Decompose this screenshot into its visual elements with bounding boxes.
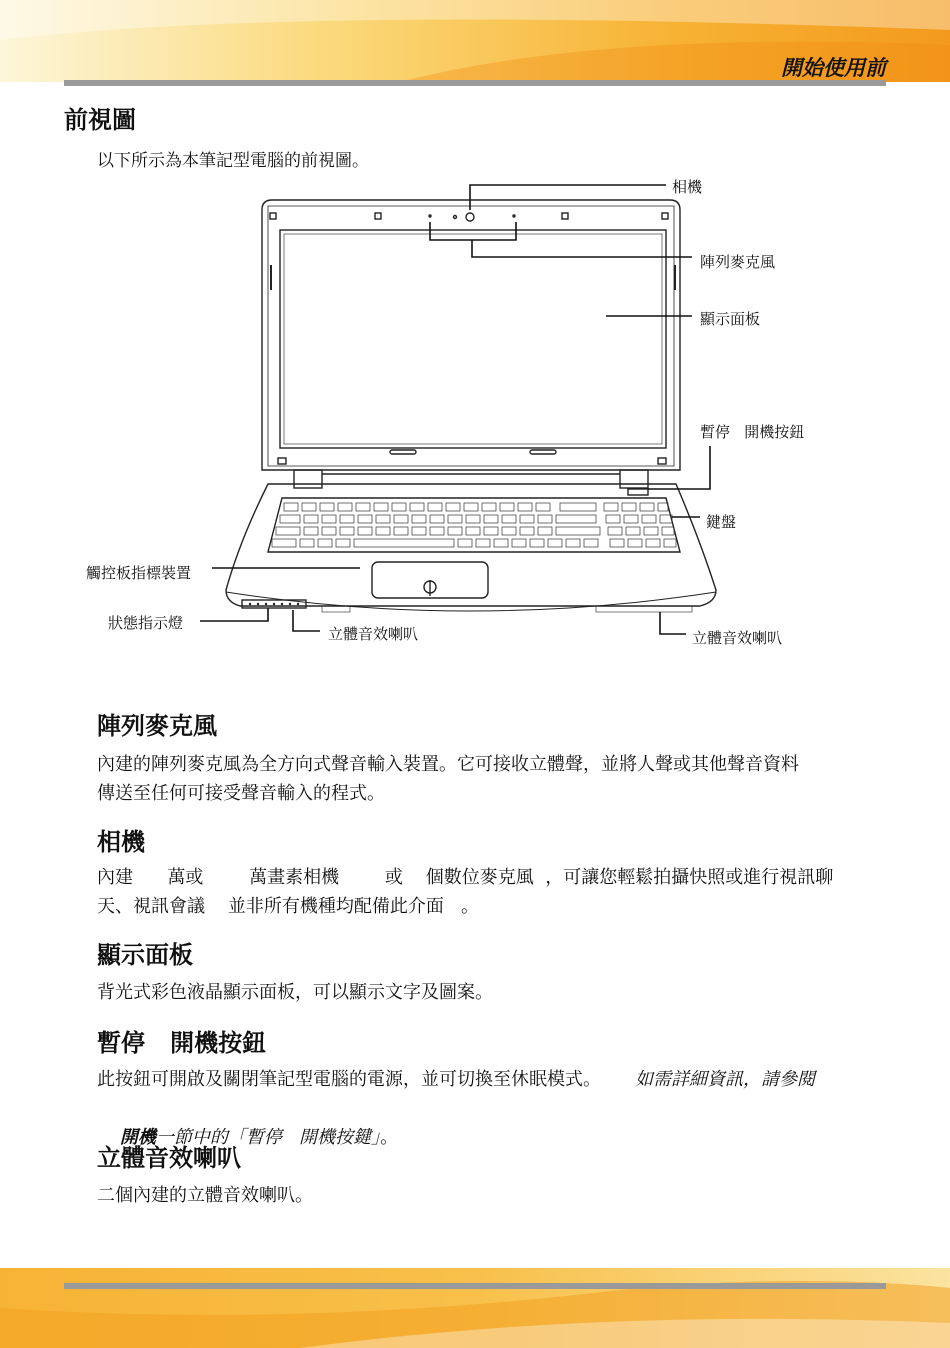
heading-power-button: 暫停 開機按鈕: [97, 1029, 267, 1057]
camera-line-2: 天、視訊會議 並非所有機種均配備此介面 。: [97, 896, 480, 917]
footer-rule: [64, 1283, 886, 1289]
callout-camera: 相機: [672, 178, 703, 196]
camera-text: [97, 863, 887, 921]
callout-display: 顯示面板: [700, 310, 761, 328]
heading-speakers: 立體音效喇叭: [97, 1144, 241, 1172]
power-line-1-text: 此按鈕可開啟及關閉筆記型電腦的電源，並可切換至休眠模式。: [97, 1069, 601, 1090]
page-title: 前視圖: [64, 106, 136, 134]
display-line-1: 背光式彩色液晶顯示面板，可以顯示文字及圖案。: [97, 982, 493, 1003]
callout-keyboard: 鍵盤: [706, 513, 737, 531]
header-title: 開始使用前: [781, 56, 886, 80]
callout-touchpad: 觸控板指標裝置: [86, 564, 192, 582]
camera-line-1: 內建 萬或 萬畫素相機 或 個數位麥克風 ，可讓您輕鬆拍攝快照或進行視訊聊: [97, 867, 834, 888]
mic-array-line-2: 傳送至任何可接受聲音輸入的程式。: [97, 783, 385, 804]
heading-display: 顯示面板: [97, 941, 193, 969]
callout-speaker-left: 立體音效喇叭: [328, 625, 419, 643]
heading-camera: 相機: [97, 828, 145, 856]
power-link-startup[interactable]: 開機: [119, 1127, 156, 1148]
speakers-text: [97, 1181, 887, 1210]
callout-status-lights: 狀態指示燈: [108, 614, 184, 632]
bottom-banner: [0, 1268, 950, 1348]
power-line-1: [97, 1065, 887, 1094]
callout-speaker-right: 立體音效喇叭: [692, 629, 783, 647]
mic-array-line-1: 內建的陣列麥克風為全方向式聲音輸入裝置。它可接收立體聲，並將人聲或其他聲音資料: [97, 754, 799, 775]
power-line-2-end: 。: [380, 1127, 399, 1148]
speakers-line-1: 二個內建的立體音效喇叭。: [97, 1185, 313, 1206]
heading-mic-array: 陣列麥克風: [97, 712, 217, 740]
callout-mic-array: 陣列麥克風: [700, 253, 776, 271]
display-text: [97, 978, 887, 1007]
intro-text: 以下所示為本筆記型電腦的前視圖。: [97, 151, 369, 171]
callout-power-button: 暫停 開機按鈕: [700, 423, 805, 441]
power-see-also: 如需詳細資訊，請參閱: [635, 1069, 815, 1090]
mic-array-text: [97, 750, 887, 808]
power-section-ref: 一節中的「暫停 開機按鍵」: [155, 1127, 381, 1148]
